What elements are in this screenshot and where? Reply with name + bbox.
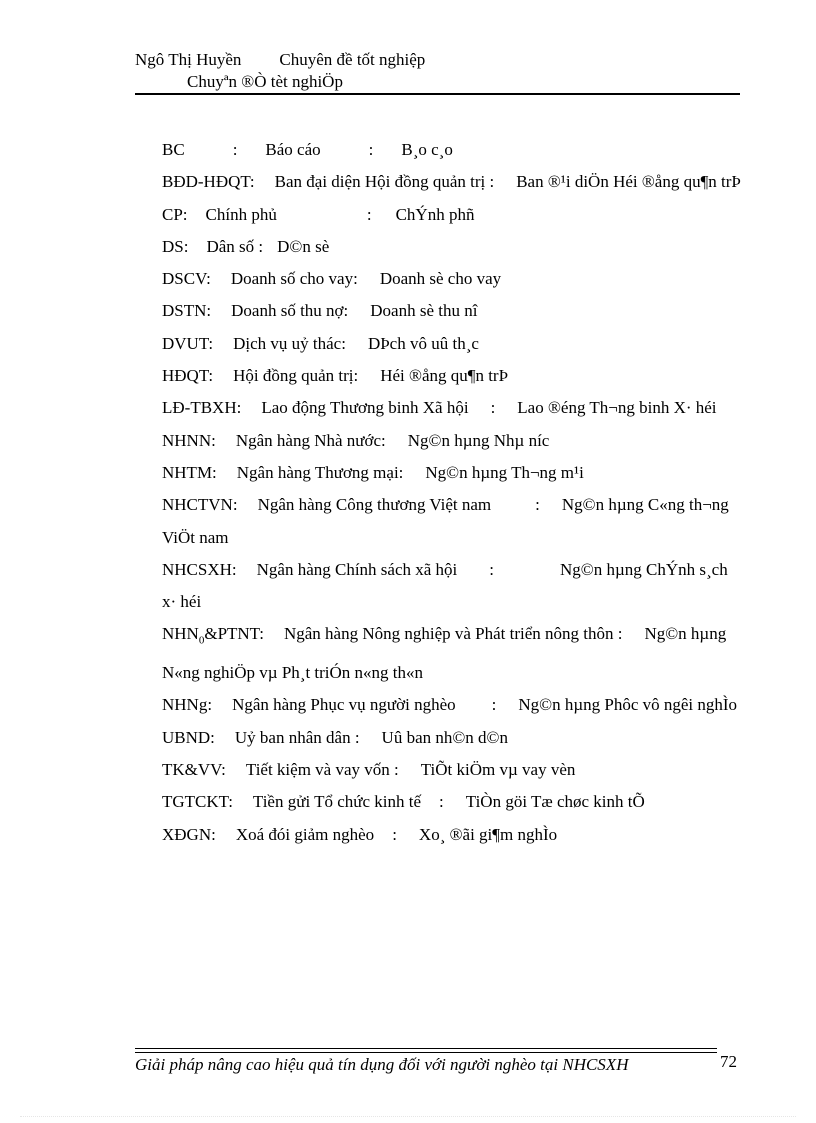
term: Lao động Thương binh Xã hội bbox=[261, 398, 469, 418]
separator: : bbox=[366, 204, 372, 224]
abbr: BC bbox=[162, 140, 185, 159]
abbr: XĐGN: bbox=[162, 824, 216, 844]
legacy-term: Uû ban nh©n d©n bbox=[381, 727, 508, 747]
legacy-term: TiÒn göi Tæ chøc kinh tÕ bbox=[465, 792, 645, 812]
term: Ngân hàng Nông nghiệp và Phát triển nông thôn : bbox=[283, 624, 623, 644]
legacy-term: TiÕt kiÖm vµ vay vèn bbox=[420, 760, 576, 780]
legacy-term: Ban ®¹i diÖn Héi ®ång qu¶n trÞ bbox=[516, 172, 741, 192]
header-author: Ngô Thị Huyền bbox=[135, 50, 242, 69]
abbr: DSTN: bbox=[162, 301, 212, 321]
term: Uỷ ban nhân dân : bbox=[234, 727, 360, 747]
legacy-term: Ng©n hµng C«ng th¬ng ViÖt nam bbox=[162, 495, 729, 547]
separator: : bbox=[491, 695, 497, 715]
separator: : bbox=[439, 792, 444, 812]
legacy-term: DÞch vô uû th¸c bbox=[367, 333, 479, 353]
legacy-term: Ng©n hµng Nhµ níc bbox=[407, 430, 550, 450]
legacy-term: Ng©n hµng Phôc vô ngêi nghÌo bbox=[518, 695, 738, 715]
footer-rule bbox=[135, 1048, 717, 1049]
abbr: NHCTVN: bbox=[162, 495, 238, 515]
abbr-row-ds bbox=[162, 231, 742, 263]
abbr-row-xdgn bbox=[162, 819, 742, 851]
header-title: Chuyên đề tốt nghiệp bbox=[279, 50, 426, 69]
abbr-row-nhnn bbox=[162, 425, 742, 457]
abbr-row-hdqt bbox=[162, 360, 742, 392]
term: Hội đồng quản trị: bbox=[233, 366, 359, 386]
legacy-term: Doanh sè cho vay bbox=[379, 269, 502, 289]
term: Ngân hàng Công thương Việt nam bbox=[257, 495, 492, 515]
abbr-row-bc bbox=[162, 134, 742, 166]
abbr: NHNN: bbox=[162, 430, 216, 450]
separator: : bbox=[392, 824, 397, 844]
term: Dân số : bbox=[206, 236, 264, 256]
abbr: DS: bbox=[162, 236, 189, 256]
legacy-term: Héi ®ång qu¶n trÞ bbox=[380, 366, 509, 386]
legacy-term: Ng©n hµng Th¬ng m¹i bbox=[425, 462, 584, 482]
term: Ngân hàng Chính sách xã hội bbox=[256, 559, 458, 579]
term: Tiền gửi Tổ chức kinh tế bbox=[252, 792, 422, 812]
page-edge-divider bbox=[20, 1116, 796, 1117]
abbr-row-tk-vv bbox=[162, 754, 742, 786]
legacy-term: D©n sè bbox=[277, 236, 330, 256]
separator: : bbox=[489, 559, 495, 579]
abbr: DSCV: bbox=[162, 269, 211, 289]
abbr: TGTCKT: bbox=[162, 792, 233, 812]
abbr-row-nhtm bbox=[162, 457, 742, 489]
term: Ngân hàng Phục vụ người nghèo bbox=[232, 695, 456, 715]
term: Ban đại diện Hội đồng quản trị : bbox=[274, 172, 495, 192]
header-rule bbox=[135, 93, 740, 95]
term: Xoá đói giảm nghèo bbox=[235, 824, 375, 844]
term: Doanh số thu nợ: bbox=[231, 301, 349, 321]
abbr: LĐ-TBXH: bbox=[162, 398, 242, 418]
term: Ngân hàng Nhà nước: bbox=[235, 430, 386, 450]
abbr-row-dscv bbox=[162, 263, 742, 295]
legacy-term: ChÝnh phñ bbox=[395, 204, 475, 224]
abbr: HĐQT: bbox=[162, 366, 214, 386]
abbr: NHCSXH: bbox=[162, 559, 237, 579]
term: Doanh số cho vay: bbox=[230, 269, 358, 289]
abbreviation-list bbox=[162, 134, 742, 851]
separator: : bbox=[490, 398, 496, 418]
term: Ngân hàng Thương mại: bbox=[236, 462, 404, 482]
abbr-row-cp bbox=[162, 199, 742, 231]
abbr-row-bdd-hdqt bbox=[162, 166, 742, 198]
abbr: BĐD-HĐQT: bbox=[162, 172, 255, 192]
abbr-row-ubnd bbox=[162, 722, 742, 754]
abbr-row-nhctvn bbox=[162, 489, 742, 554]
legacy-term: Lao ®éng Th¬ng binh X· héi bbox=[517, 398, 717, 418]
abbr-row-dstn bbox=[162, 295, 742, 327]
legacy-term: Ng©n hµng ChÝnh s¸ch x· héi bbox=[162, 559, 728, 612]
abbr-row-dvut bbox=[162, 328, 742, 360]
legacy-term: Ng©n hµng N«ng nghiÖp vµ Ph¸t triÓn n«ng th«n bbox=[162, 624, 727, 683]
abbr-row-nhcsxh bbox=[162, 554, 742, 619]
abbr-row-tgtckt bbox=[162, 786, 742, 818]
footer-text: Giải pháp nâng cao hiệu quả tín dụng đối với người nghèo tại NHCSXH bbox=[135, 1055, 629, 1074]
abbr: NHNg: bbox=[162, 695, 213, 715]
abbr-row-ld-tbxh bbox=[162, 392, 742, 424]
abbr: NHTM: bbox=[162, 462, 217, 482]
term: Tiết kiệm và vay vốn : bbox=[245, 760, 399, 780]
abbr: $NHN_0\&PTNT$: bbox=[162, 624, 264, 647]
legacy-term: B¸o c¸o bbox=[401, 140, 453, 159]
abbr: UBND: bbox=[162, 727, 215, 747]
legacy-term: Xo¸ ®ãi gi¶m nghÌo bbox=[418, 824, 558, 844]
header-title-legacy: Chuyªn ®Ò tèt nghiÖp bbox=[187, 72, 343, 91]
abbr-row-nhno-ptnt bbox=[162, 618, 742, 689]
abbr-row-nhng bbox=[162, 689, 742, 721]
separator: : bbox=[535, 495, 540, 515]
term: Dịch vụ uỷ thác: bbox=[233, 333, 346, 353]
legacy-term: Doanh sè thu nî bbox=[370, 301, 478, 321]
separator: : bbox=[232, 140, 238, 159]
separator: : bbox=[368, 140, 374, 159]
footer-rule bbox=[135, 1052, 717, 1053]
term: Chính phủ bbox=[205, 204, 277, 224]
page-number: 72 bbox=[720, 1052, 737, 1071]
abbr: CP: bbox=[162, 204, 188, 224]
abbr: TK&VV: bbox=[162, 760, 226, 780]
term: Báo cáo bbox=[265, 140, 321, 159]
abbr: DVUT: bbox=[162, 333, 214, 353]
